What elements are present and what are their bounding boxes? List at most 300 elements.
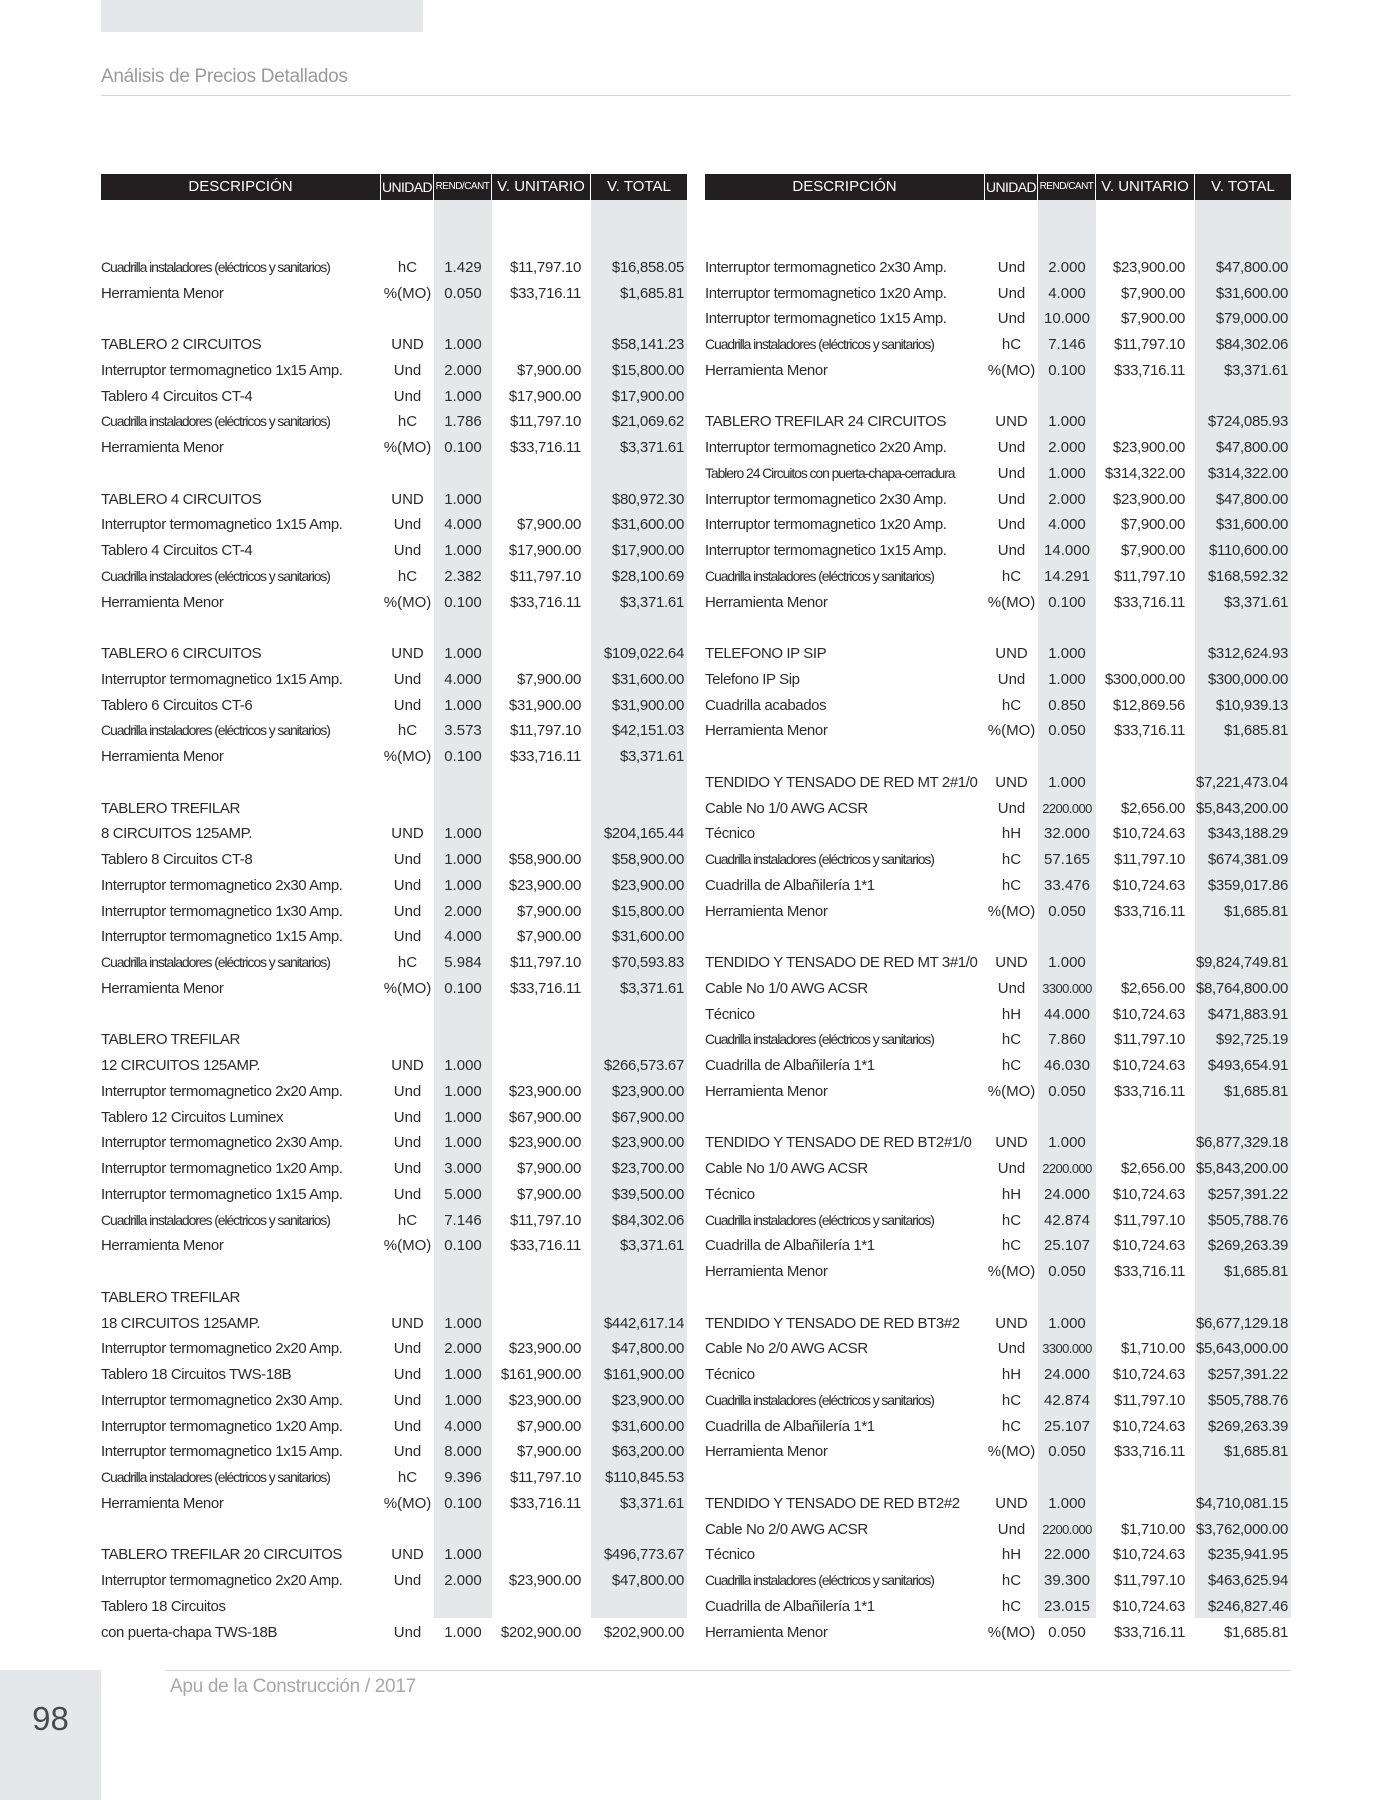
cell-desc: Interruptor termomagnetico 2x30 Amp. <box>101 876 343 894</box>
table-row <box>705 1259 1291 1285</box>
cell-vt <box>591 615 684 641</box>
cell-desc: Interruptor termomagnetico 2x30 Amp. <box>101 1391 343 1409</box>
cell-vt: $257,391.22 <box>1207 1366 1288 1383</box>
cell-desc: Interruptor termomagnetico 1x15 Amp. <box>101 670 343 688</box>
cell-vu <box>1096 229 1185 255</box>
cell-desc: Herramienta Menor <box>705 1263 828 1280</box>
cell-vt: $109,022.64 <box>603 645 684 662</box>
cell-desc: Herramienta Menor <box>705 1623 828 1641</box>
cell-unit: %(MO) <box>383 748 432 765</box>
cell-vt: $1,685.81 <box>1223 1263 1288 1280</box>
cell-unit: hC <box>397 567 418 585</box>
cell-rend: 3300.000 <box>1042 980 1092 996</box>
cell-rend <box>1038 384 1096 410</box>
table-row <box>705 1439 1291 1465</box>
cell-vu <box>492 1027 581 1053</box>
table-row <box>101 821 687 847</box>
cell-rend: 0.050 <box>1048 1443 1086 1461</box>
table-row <box>101 1156 687 1182</box>
cell-desc: Interruptor termomagnetico 2x30 Amp. <box>101 1134 343 1152</box>
cell-desc: Interruptor termomagnetico 2x20 Amp. <box>101 1572 343 1589</box>
cell-vu: $10,724.63 <box>1112 1185 1185 1203</box>
cell-desc: Técnico <box>705 825 755 843</box>
cell-vu: $23,900.00 <box>1112 439 1185 456</box>
cell-rend <box>434 1002 492 1028</box>
table-row <box>101 435 687 461</box>
table-row <box>705 1388 1291 1414</box>
cell-unit: Und <box>393 696 422 714</box>
cell-vu: $23,900.00 <box>508 1340 581 1358</box>
cell-desc: 18 CIRCUITOS 125AMP. <box>101 1314 261 1332</box>
cell-vu: $11,797.10 <box>510 1469 581 1486</box>
cell-vu <box>1096 1130 1185 1156</box>
cell-vt: $3,371.61 <box>619 1494 684 1512</box>
cell-rend: 8.000 <box>444 1443 482 1461</box>
cell-unit: UND <box>995 645 1028 662</box>
cell-rend: 23.015 <box>1044 1597 1090 1615</box>
cell-vu <box>492 615 581 641</box>
cell-desc <box>101 1002 383 1028</box>
cell-rend: 24.000 <box>1044 1185 1090 1203</box>
cell-vt: $47,800.00 <box>611 1572 684 1589</box>
cell-desc: Tablero 8 Circuitos CT-8 <box>101 851 253 868</box>
cell-vt: $31,600.00 <box>611 1417 684 1435</box>
cell-vu: $10,724.63 <box>1112 1417 1185 1435</box>
cell-desc: Cable No 1/0 AWG ACSR <box>705 1160 868 1177</box>
cell-unit: UND <box>391 1546 424 1564</box>
table-row <box>101 950 687 976</box>
cell-desc <box>705 615 987 641</box>
cell-unit: hC <box>397 258 418 276</box>
cell-rend <box>434 1594 492 1620</box>
cell-unit: hC <box>1001 1057 1022 1074</box>
cell-rend: 46.030 <box>1044 1057 1090 1074</box>
cell-vt: $300,000.00 <box>1207 670 1288 688</box>
cell-desc: TABLERO 2 CIRCUITOS <box>101 336 262 353</box>
table-row <box>101 1542 687 1568</box>
cell-vt: $47,800.00 <box>1215 258 1288 276</box>
table-row <box>101 796 687 822</box>
cell-rend <box>1038 1285 1096 1311</box>
cell-unit: hC <box>1001 876 1022 894</box>
cell-unit <box>985 384 1038 410</box>
cell-unit <box>985 1285 1038 1311</box>
table-row <box>705 641 1291 667</box>
cell-vu: $10,724.63 <box>1112 1237 1185 1255</box>
cell-rend <box>434 770 492 796</box>
cell-rend: 2.000 <box>1048 258 1086 276</box>
cell-vt: $442,617.14 <box>603 1314 684 1332</box>
cell-unit: %(MO) <box>987 1443 1036 1461</box>
cell-rend: 2.000 <box>1048 439 1086 456</box>
cell-rend: 1.000 <box>1048 1134 1086 1152</box>
cell-unit: %(MO) <box>987 902 1036 920</box>
cell-rend <box>434 1285 492 1311</box>
cell-vu: $10,724.63 <box>1112 825 1185 843</box>
cell-desc: Interruptor termomagnetico 1x20 Amp. <box>101 1160 343 1177</box>
cell-desc: Interruptor termomagnetico 2x30 Amp. <box>705 258 947 276</box>
cell-unit <box>985 615 1038 641</box>
table-row <box>101 1027 687 1053</box>
cell-desc: Cuadrilla de Albañilería 1*1 <box>705 876 875 894</box>
cell-desc: Tablero 18 Circuitos <box>101 1597 226 1615</box>
cell-rend: 1.000 <box>444 336 482 353</box>
cell-rend: 1.000 <box>444 1057 482 1074</box>
cell-vu: $11,797.10 <box>510 954 581 971</box>
cell-unit: Und <box>393 876 422 894</box>
cell-rend: 1.000 <box>444 645 482 662</box>
cell-vt: $1,685.81 <box>1223 1623 1288 1641</box>
cell-rend: 24.000 <box>1044 1366 1090 1383</box>
cell-unit: %(MO) <box>383 284 432 302</box>
cell-desc: Cable No 2/0 AWG ACSR <box>705 1520 868 1538</box>
cell-vt <box>591 1594 684 1620</box>
table-row <box>705 487 1291 513</box>
cell-unit: Und <box>997 258 1026 276</box>
cell-unit: UND <box>391 336 424 353</box>
table-row <box>705 538 1291 564</box>
cell-unit: UND <box>391 645 424 662</box>
cell-vu: $11,797.10 <box>510 258 581 276</box>
cell-unit: Und <box>997 310 1026 328</box>
cell-desc: Cable No 1/0 AWG ACSR <box>705 799 868 817</box>
cell-rend: 2.000 <box>444 1572 482 1589</box>
cell-vt: $47,800.00 <box>1215 490 1288 508</box>
cell-vu: $10,724.63 <box>1112 1057 1185 1074</box>
cell-vt: $4,710,081.15 <box>1195 1494 1288 1512</box>
table-row <box>705 1002 1291 1028</box>
cell-vt: $5,843,200.00 <box>1195 799 1288 817</box>
cell-vu <box>1096 1491 1185 1517</box>
table-body <box>705 229 1291 1645</box>
cell-vt: $359,017.86 <box>1207 876 1288 894</box>
cell-vt: $1,685.81 <box>619 284 684 302</box>
cell-vu: $33,716.11 <box>1114 1443 1185 1461</box>
cell-desc: 8 CIRCUITOS 125AMP. <box>101 825 253 843</box>
cell-rend: 5.000 <box>444 1185 482 1203</box>
cell-unit: %(MO) <box>383 1494 432 1512</box>
table-row <box>101 976 687 1002</box>
cell-desc: Herramienta Menor <box>705 902 828 920</box>
cell-desc: Cuadrilla instaladores (eléctricos y sanitarios) <box>101 954 330 970</box>
cell-vt: $31,600.00 <box>611 670 684 688</box>
cell-unit: Und <box>393 387 422 405</box>
cell-vu: $11,797.10 <box>510 722 581 740</box>
table-row <box>101 281 687 307</box>
table-row <box>101 1388 687 1414</box>
cell-rend: 42.874 <box>1044 1391 1090 1409</box>
cell-rend: 0.850 <box>1048 696 1086 714</box>
cell-vu <box>492 332 581 358</box>
table-row <box>705 796 1291 822</box>
cell-desc: TENDIDO Y TENSADO DE RED MT 3#1/0 <box>705 954 978 971</box>
cell-vt: $47,800.00 <box>1215 439 1288 456</box>
cell-rend: 1.000 <box>444 1314 482 1332</box>
cell-desc: Herramienta Menor <box>705 361 828 379</box>
cell-vu: $11,797.10 <box>1114 336 1185 353</box>
table-row <box>705 255 1291 281</box>
cell-vu: $33,716.11 <box>510 439 581 456</box>
cell-rend: 0.050 <box>1048 1082 1086 1100</box>
cell-rend: 4.000 <box>444 1417 482 1435</box>
cell-vu: $33,716.11 <box>510 1494 581 1512</box>
cell-rend <box>434 229 492 255</box>
cell-desc: Interruptor termomagnetico 1x15 Amp. <box>101 1185 343 1203</box>
table-row <box>101 1285 687 1311</box>
cell-rend: 44.000 <box>1044 1005 1090 1023</box>
cell-unit: hC <box>1001 1597 1022 1615</box>
cell-vt: $31,600.00 <box>611 516 684 534</box>
cell-rend <box>434 306 492 332</box>
cell-unit: hC <box>1001 1417 1022 1435</box>
cell-vt <box>1195 1465 1288 1491</box>
cell-rend: 2.000 <box>444 902 482 920</box>
cell-unit: Und <box>393 670 422 688</box>
cell-unit: Und <box>997 284 1026 302</box>
cell-rend <box>434 1517 492 1543</box>
cell-unit <box>381 461 434 487</box>
table-row <box>101 873 687 899</box>
table-row <box>101 255 687 281</box>
cell-vt: $505,788.76 <box>1207 1391 1288 1409</box>
table-row <box>101 1182 687 1208</box>
header-rend-cant: REND/CANT <box>434 174 492 200</box>
cell-unit: Und <box>393 1185 422 1203</box>
cell-unit <box>381 770 434 796</box>
cell-unit: UND <box>391 825 424 843</box>
cell-vt: $21,069.62 <box>611 413 684 431</box>
table-row <box>705 1053 1291 1079</box>
cell-vu: $33,716.11 <box>1114 593 1185 611</box>
cell-vt: $496,773.67 <box>603 1546 684 1564</box>
cell-vu: $7,900.00 <box>1120 516 1185 534</box>
cell-vu: $33,716.11 <box>510 979 581 997</box>
cell-vu: $1,710.00 <box>1120 1520 1185 1538</box>
cell-vt: $80,972.30 <box>611 490 684 508</box>
cell-desc: Cuadrilla instaladores (eléctricos y sanitarios) <box>705 1391 934 1408</box>
spacer-row <box>101 229 687 255</box>
cell-unit: Und <box>393 542 422 559</box>
cell-vt: $505,788.76 <box>1207 1211 1288 1229</box>
cell-desc: Cuadrilla de Albañilería 1*1 <box>705 1597 875 1615</box>
cell-unit <box>985 229 1038 255</box>
table-row <box>101 847 687 873</box>
header-unidad: UNIDAD <box>985 174 1038 200</box>
cell-unit: hC <box>1001 1391 1022 1409</box>
spacer-row <box>101 1259 687 1285</box>
cell-vu: $33,716.11 <box>1114 361 1185 379</box>
cell-vu <box>492 487 581 513</box>
cell-vu: $11,797.10 <box>510 567 581 585</box>
table-row <box>705 1182 1291 1208</box>
table-row <box>101 332 687 358</box>
cell-desc: Herramienta Menor <box>705 722 828 740</box>
cell-rend: 1.000 <box>444 851 482 868</box>
cell-vu: $7,900.00 <box>516 928 581 946</box>
cell-rend: 1.000 <box>444 876 482 894</box>
cell-vu <box>492 1259 581 1285</box>
cell-vu: $7,900.00 <box>1120 284 1185 302</box>
cell-vt: $493,654.91 <box>1207 1057 1288 1074</box>
cell-vu <box>1096 950 1185 976</box>
cell-vt: $1,685.81 <box>1223 1443 1288 1461</box>
cell-vt: $110,600.00 <box>1208 542 1288 559</box>
table-row <box>705 1130 1291 1156</box>
header-divider <box>101 95 1291 96</box>
cell-rend: 0.050 <box>1048 722 1086 740</box>
cell-unit: Und <box>393 1134 422 1152</box>
cell-vu: $10,724.63 <box>1112 1366 1185 1383</box>
cell-rend: 2.000 <box>444 1340 482 1358</box>
cell-vu: $2,656.00 <box>1120 1160 1185 1177</box>
table-row <box>705 1594 1291 1620</box>
cell-vu <box>1096 770 1185 796</box>
table-row <box>101 1079 687 1105</box>
cell-unit: UND <box>391 1057 424 1074</box>
cell-rend: 4.000 <box>444 516 482 534</box>
cell-desc: Interruptor termomagnetico 1x15 Amp. <box>101 1443 343 1461</box>
cell-unit: %(MO) <box>383 1237 432 1255</box>
cell-vt: $3,371.61 <box>619 593 684 611</box>
cell-unit: UND <box>995 954 1028 971</box>
cell-vt: $23,900.00 <box>611 1082 684 1100</box>
cell-vu: $33,716.11 <box>1114 722 1185 740</box>
cell-desc: Herramienta Menor <box>705 593 828 611</box>
cell-rend: 7.146 <box>1048 336 1086 353</box>
cell-vt: $3,371.61 <box>1223 361 1288 379</box>
cell-desc: Técnico <box>705 1005 755 1023</box>
cell-desc <box>101 1259 383 1285</box>
cell-desc: Cuadrilla instaladores (eléctricos y sanitarios) <box>101 258 330 275</box>
cell-rend: 14.291 <box>1044 567 1090 585</box>
cell-rend <box>1038 615 1096 641</box>
table-row <box>705 1362 1291 1388</box>
cell-vt: $724,085.93 <box>1207 413 1288 431</box>
cell-vt: $110,845.53 <box>604 1469 684 1486</box>
cell-desc: Tablero 12 Circuitos Luminex <box>101 1108 284 1126</box>
spacer-row <box>101 615 687 641</box>
cell-unit: hC <box>1001 1211 1022 1229</box>
cell-desc: Cuadrilla de Albañilería 1*1 <box>705 1057 875 1074</box>
cell-vu <box>492 770 581 796</box>
cell-desc: Herramienta Menor <box>705 1082 828 1100</box>
table-row <box>101 1620 687 1646</box>
cell-unit: UND <box>995 1314 1028 1332</box>
cell-rend: 4.000 <box>1048 284 1086 302</box>
cell-unit: hC <box>397 413 418 431</box>
cell-unit: hH <box>1001 825 1022 843</box>
cell-vt: $168,592.32 <box>1207 567 1288 585</box>
cell-rend: 2.000 <box>444 361 482 379</box>
cell-unit: Und <box>393 1391 422 1409</box>
table-row <box>101 1465 687 1491</box>
cell-desc: Interruptor termomagnetico 1x15 Amp. <box>101 928 343 946</box>
cell-vt <box>591 461 684 487</box>
cell-desc: Herramienta Menor <box>101 1237 224 1255</box>
cell-vt: $314,322.00 <box>1207 464 1288 482</box>
page-header-title: Análisis de Precios Detallados <box>101 66 348 87</box>
cell-rend: 0.100 <box>444 1494 482 1512</box>
cell-unit: Und <box>393 516 422 534</box>
cell-unit: Und <box>997 439 1026 456</box>
cell-rend: 57.165 <box>1044 851 1090 868</box>
cell-vt: $161,900.00 <box>603 1366 684 1383</box>
cell-rend: 39.300 <box>1044 1572 1090 1589</box>
cell-unit <box>985 744 1038 770</box>
cell-vt <box>1195 1285 1288 1311</box>
cell-rend <box>1038 744 1096 770</box>
cell-vt <box>591 1285 684 1311</box>
cell-vt <box>1195 229 1288 255</box>
cell-vt <box>591 1259 684 1285</box>
cell-desc <box>101 306 383 332</box>
cell-vt: $17,900.00 <box>611 387 684 405</box>
cell-rend: 1.000 <box>444 825 482 843</box>
cell-desc <box>705 1285 987 1311</box>
cell-rend <box>1038 1105 1096 1131</box>
cell-unit: hC <box>397 1211 418 1229</box>
cell-desc: Cuadrilla instaladores (eléctricos y sanitarios) <box>705 567 934 584</box>
cell-vu <box>492 641 581 667</box>
cell-rend: 42.874 <box>1044 1211 1090 1229</box>
cell-rend: 1.000 <box>444 1134 482 1152</box>
table-row <box>705 1517 1291 1543</box>
cell-vt: $6,677,129.18 <box>1195 1314 1288 1332</box>
cell-desc: Cuadrilla instaladores (eléctricos y sanitarios) <box>101 1211 330 1228</box>
cell-rend: 1.000 <box>444 1082 482 1100</box>
cell-rend: 1.000 <box>444 542 482 559</box>
cell-desc: TABLERO TREFILAR <box>101 799 240 817</box>
table-row <box>101 744 687 770</box>
cell-unit: Und <box>997 799 1026 817</box>
cell-vt: $3,371.61 <box>1223 593 1288 611</box>
cell-unit <box>381 615 434 641</box>
cell-vt: $5,643,000.00 <box>1195 1340 1288 1358</box>
cell-desc: Interruptor termomagnetico 1x15 Amp. <box>705 542 947 559</box>
cell-vt: $343,188.29 <box>1207 825 1288 843</box>
cell-rend: 1.000 <box>444 1623 482 1641</box>
cell-unit <box>985 1105 1038 1131</box>
cell-vt: $23,900.00 <box>611 1134 684 1152</box>
cell-unit <box>381 229 434 255</box>
cell-vt: $269,263.39 <box>1207 1417 1288 1435</box>
table-row <box>101 718 687 744</box>
cell-rend: 1.786 <box>444 413 482 431</box>
cell-desc: Tablero 24 Circuitos con puerta-chapa-cerradura <box>705 464 955 481</box>
cell-rend: 0.050 <box>1048 1263 1086 1280</box>
cell-unit: %(MO) <box>383 593 432 611</box>
table-row <box>101 924 687 950</box>
cell-rend: 1.000 <box>1048 954 1086 971</box>
cell-desc: Herramienta Menor <box>101 979 224 997</box>
cell-vu: $314,322.00 <box>1104 464 1185 482</box>
cell-vt: $39,500.00 <box>611 1185 684 1203</box>
table-row <box>101 1105 687 1131</box>
cell-rend: 7.146 <box>444 1211 482 1229</box>
cell-vu: $33,716.11 <box>1114 902 1185 920</box>
cell-rend: 0.100 <box>444 748 482 765</box>
cell-unit: Und <box>997 464 1026 482</box>
table-body <box>101 229 687 1645</box>
cell-unit: Und <box>393 1108 422 1126</box>
spacer-row <box>705 1465 1291 1491</box>
cell-rend: 4.000 <box>1048 516 1086 534</box>
cell-desc: TABLERO TREFILAR <box>101 1031 240 1049</box>
cell-rend: 2200.000 <box>1042 800 1092 816</box>
cell-desc <box>705 384 987 410</box>
cell-unit: hC <box>397 1469 418 1486</box>
cell-vu <box>1096 641 1185 667</box>
